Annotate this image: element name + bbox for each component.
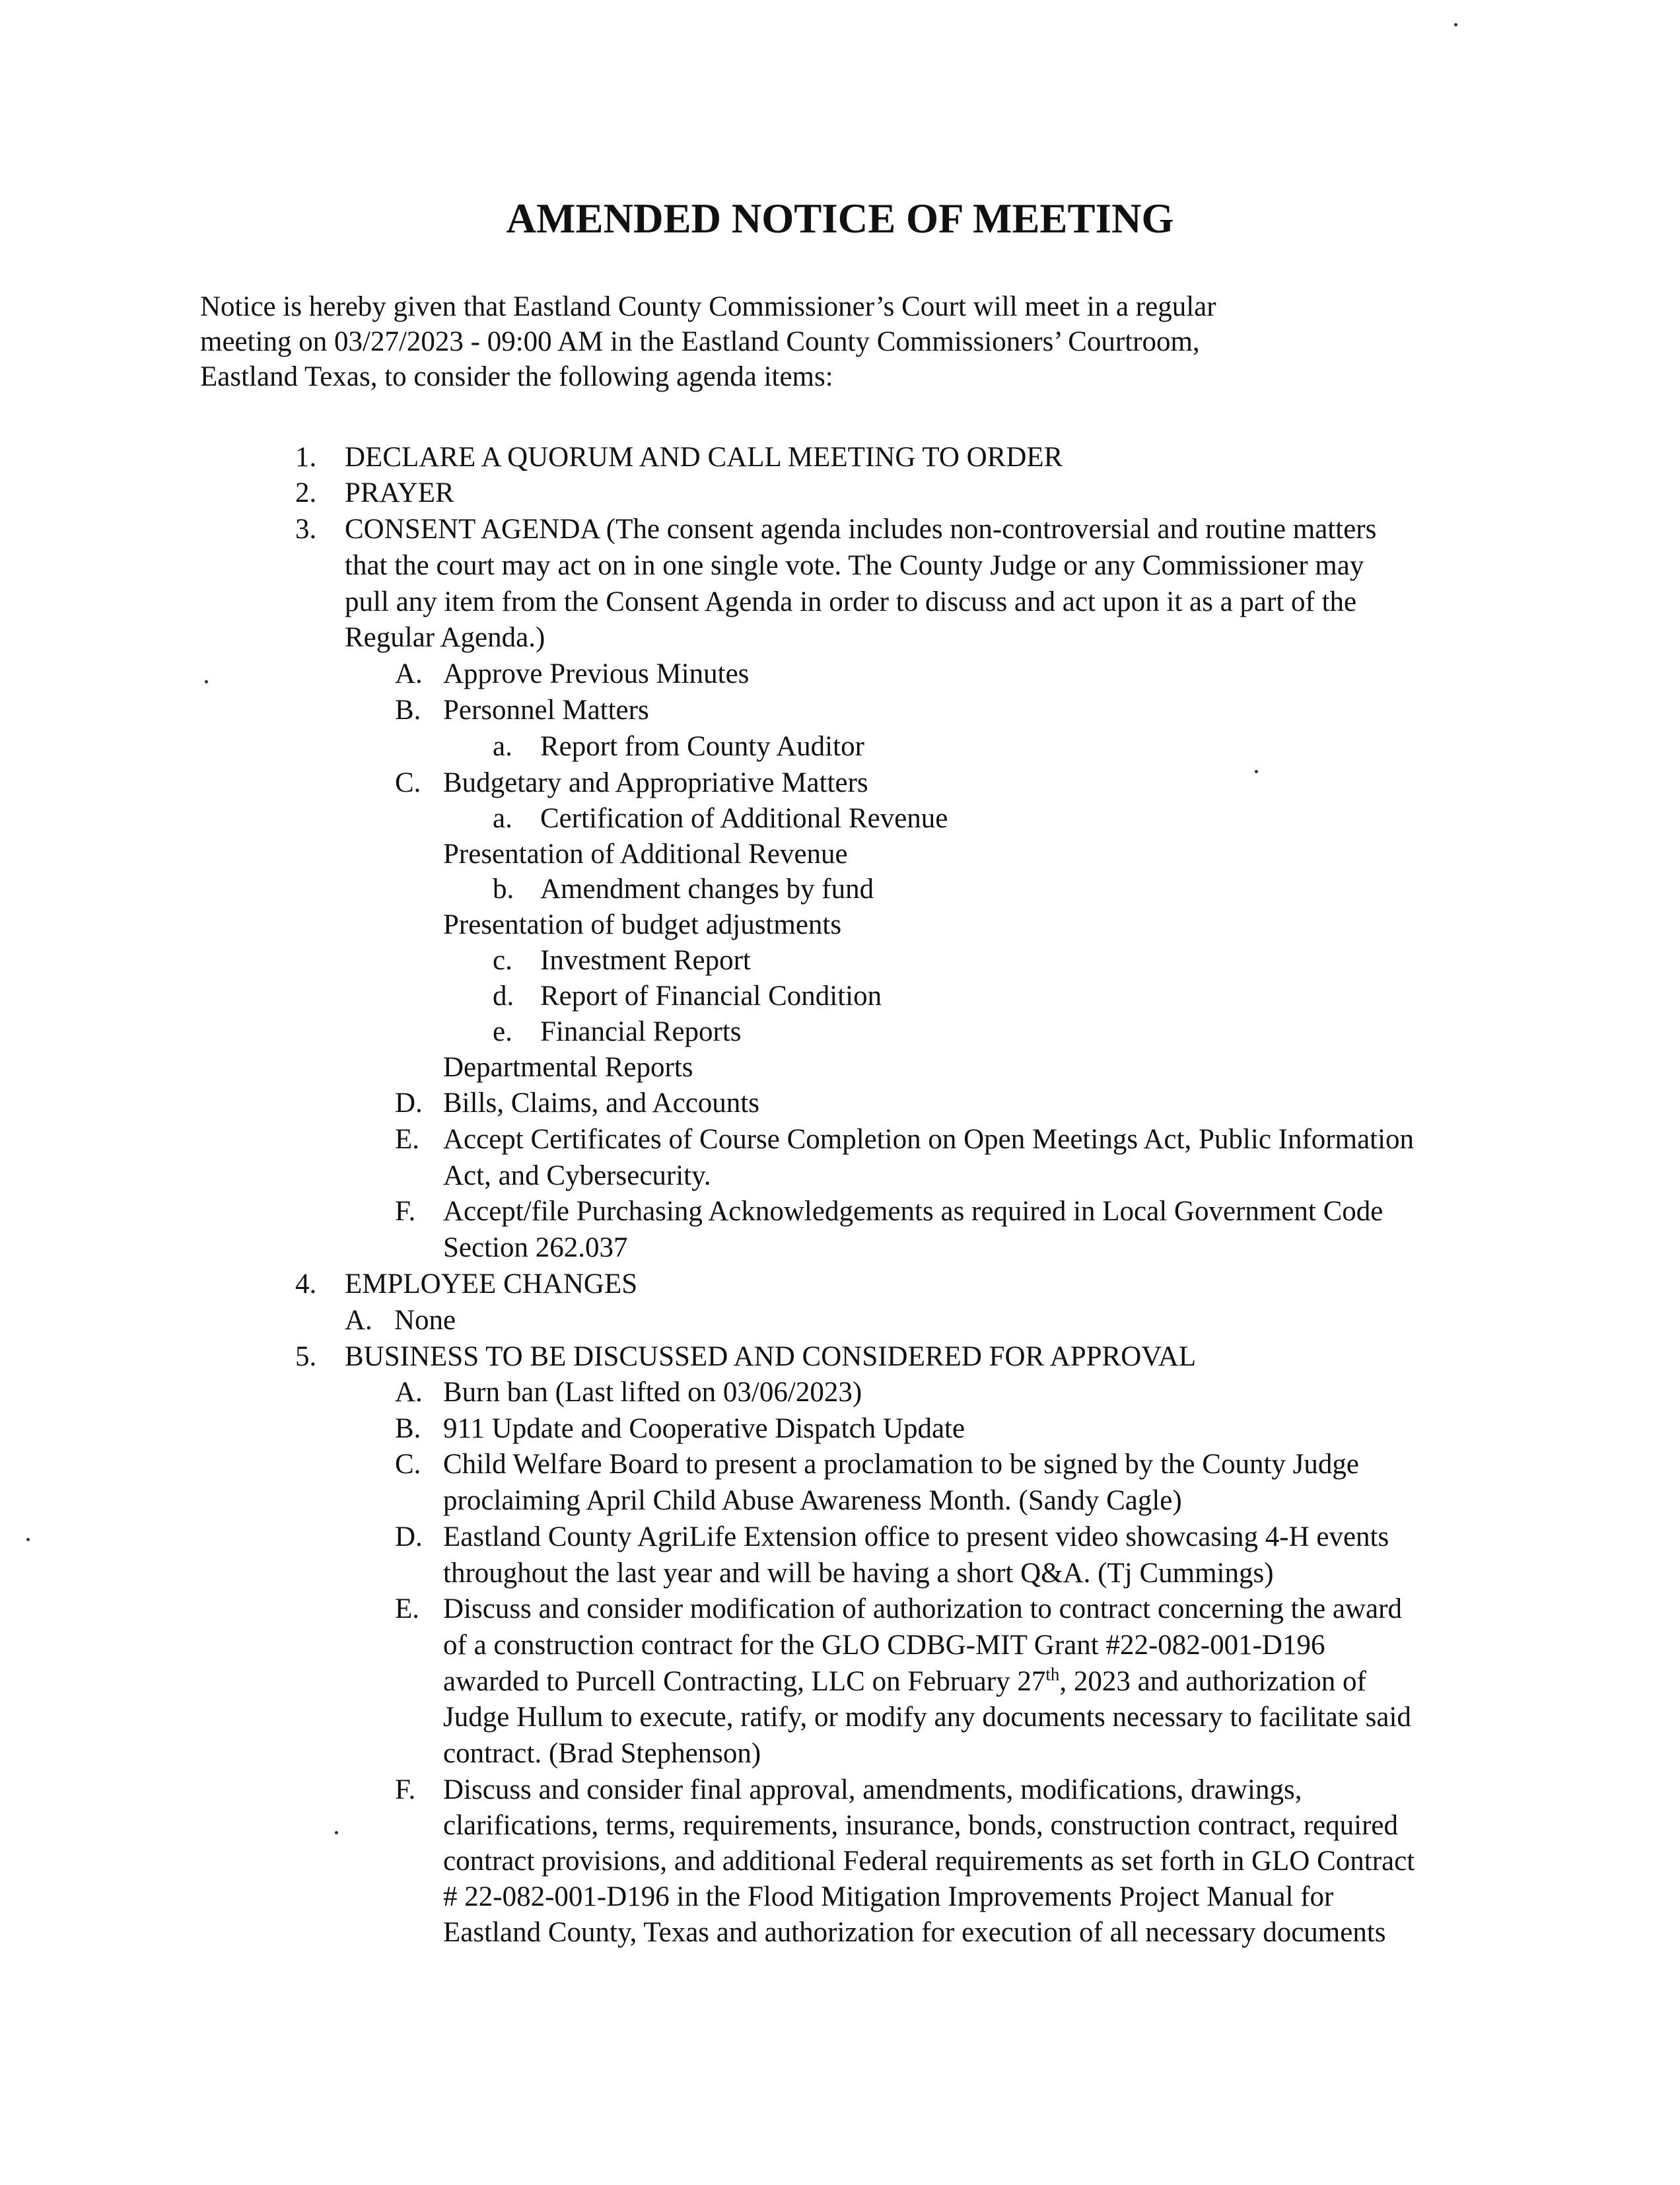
sub-sub-letter: d. [493, 981, 514, 1012]
intro-line: meeting on 03/27/2023 - 09:00 AM in the Eastland County Commissioners’ Courtroom, [200, 326, 1200, 357]
scan-speck [1255, 770, 1258, 773]
business-item-e-line: Discuss and consider modification of authorization to contract concerning the award [443, 1593, 1402, 1624]
consent-item-a: Approve Previous Minutes [443, 658, 750, 689]
consent-item-c-d: Report of Financial Condition [540, 981, 882, 1012]
consent-item-b: Personnel Matters [443, 695, 649, 726]
employee-change-a: None [394, 1305, 456, 1336]
sub-sub-letter: b. [493, 874, 514, 905]
sub-sub-letter: c. [493, 945, 512, 976]
business-item-f-line: # 22-082-001-D196 in the Flood Mitigation Improvements Project Manual for [443, 1881, 1334, 1912]
sub-item-letter: A. [395, 658, 423, 689]
business-item-a: Burn ban (Last lifted on 03/06/2023) [443, 1377, 862, 1408]
business-item-e-line: of a construction contract for the GLO CDBG-MIT Grant #22-082-001-D196 [443, 1630, 1325, 1661]
business-item-c-line: Child Welfare Board to present a proclamation to be signed by the County Judge [443, 1449, 1359, 1480]
scan-speck [1454, 23, 1457, 26]
sub-item-letter: F. [395, 1774, 416, 1805]
consent-item-e-line: Act, and Cybersecurity. [443, 1160, 711, 1191]
business-item-e-text: awarded to Purcell Contracting, LLC on February 27 [443, 1666, 1046, 1697]
ordinal-suffix: th [1045, 1664, 1060, 1684]
agenda-item-5: BUSINESS TO BE DISCUSSED AND CONSIDERED FOR APPROVAL [345, 1341, 1197, 1372]
agenda-item-3-line: pull any item from the Consent Agenda in order to discuss and act upon it as a part of the [345, 586, 1357, 617]
scan-speck [335, 1831, 338, 1834]
consent-item-c: Budgetary and Appropriative Matters [443, 767, 868, 798]
business-item-b: 911 Update and Cooperative Dispatch Update [443, 1413, 965, 1444]
scan-speck [26, 1538, 30, 1541]
intro-line: Eastland Texas, to consider the following agenda items: [200, 361, 833, 392]
item-number: 1. [295, 442, 317, 473]
item-number: 5. [295, 1341, 317, 1372]
consent-item-c-note: Presentation of Additional Revenue [443, 839, 848, 870]
consent-item-c-note: Presentation of budget adjustments [443, 909, 842, 940]
business-item-e-line [443, 1664, 1366, 1700]
consent-item-f-line: Section 262.037 [443, 1232, 628, 1263]
intro-line: Notice is hereby given that Eastland County Commissioner’s Court will meet in a regular [200, 291, 1216, 322]
sub-sub-letter: a. [493, 803, 512, 834]
business-item-d-line: Eastland County AgriLife Extension office to present video showcasing 4-H events [443, 1521, 1389, 1552]
agenda-item-4: EMPLOYEE CHANGES [345, 1268, 638, 1300]
consent-item-c-note: Departmental Reports [443, 1052, 693, 1083]
business-item-f-line: Discuss and consider final approval, amendments, modifications, drawings, [443, 1774, 1302, 1805]
business-item-f-line: Eastland County, Texas and authorization for execution of all necessary documents [443, 1917, 1386, 1948]
consent-item-c-a: Certification of Additional Revenue [540, 803, 948, 834]
sub-item-letter: F. [395, 1196, 416, 1227]
item-number: 2. [295, 477, 317, 508]
business-item-f-line: clarifications, terms, requirements, insurance, bonds, construction contract, required [443, 1810, 1398, 1841]
page-title: AMENDED NOTICE OF MEETING [506, 195, 1174, 242]
sub-sub-letter: e. [493, 1016, 512, 1047]
consent-item-b-a: Report from County Auditor [540, 731, 864, 762]
sub-item-letter: B. [395, 1413, 421, 1444]
consent-item-f-line: Accept/file Purchasing Acknowledgements as required in Local Government Code [443, 1196, 1383, 1227]
business-item-e-line: contract. (Brad Stephenson) [443, 1738, 761, 1769]
sub-item-letter: D. [395, 1088, 423, 1119]
business-item-f-line: contract provisions, and additional Federal requirements as set forth in GLO Contract [443, 1846, 1415, 1877]
scan-speck [205, 680, 208, 683]
sub-item-letter: B. [395, 695, 421, 726]
consent-item-c-c: Investment Report [540, 945, 751, 976]
agenda-item-3-line: CONSENT AGENDA (The consent agenda includes non-controversial and routine matters [345, 514, 1377, 545]
agenda-item-3-line: that the court may act on in one single vote. The County Judge or any Commissioner may [345, 550, 1364, 581]
agenda-item-3-line: Regular Agenda.) [345, 622, 545, 653]
agenda-item-1: DECLARE A QUORUM AND CALL MEETING TO ORDER [345, 442, 1063, 473]
sub-sub-letter: a. [493, 731, 512, 762]
consent-item-d: Bills, Claims, and Accounts [443, 1088, 759, 1119]
item-number: 4. [295, 1268, 317, 1300]
business-item-e-line: Judge Hullum to execute, ratify, or modify any documents necessary to facilitate said [443, 1702, 1411, 1733]
business-item-c-line: proclaiming April Child Abuse Awareness Month. (Sandy Cagle) [443, 1485, 1182, 1516]
sub-item-letter: A. [345, 1305, 372, 1336]
business-item-d-line: throughout the last year and will be having a short Q&A. (Tj Cummings) [443, 1558, 1274, 1589]
consent-item-e-line: Accept Certificates of Course Completion on Open Meetings Act, Public Information [443, 1124, 1415, 1155]
sub-item-letter: C. [395, 1449, 421, 1480]
sub-item-letter: E. [395, 1124, 420, 1155]
item-number: 3. [295, 514, 317, 545]
sub-item-letter: D. [395, 1521, 423, 1552]
sub-item-letter: E. [395, 1593, 420, 1624]
consent-item-c-b: Amendment changes by fund [540, 874, 874, 905]
consent-item-c-e: Financial Reports [540, 1016, 742, 1047]
business-item-e-text: , 2023 and authorization of [1059, 1666, 1366, 1697]
sub-item-letter: C. [395, 767, 421, 798]
agenda-item-2: PRAYER [345, 477, 454, 508]
sub-item-letter: A. [395, 1377, 423, 1408]
